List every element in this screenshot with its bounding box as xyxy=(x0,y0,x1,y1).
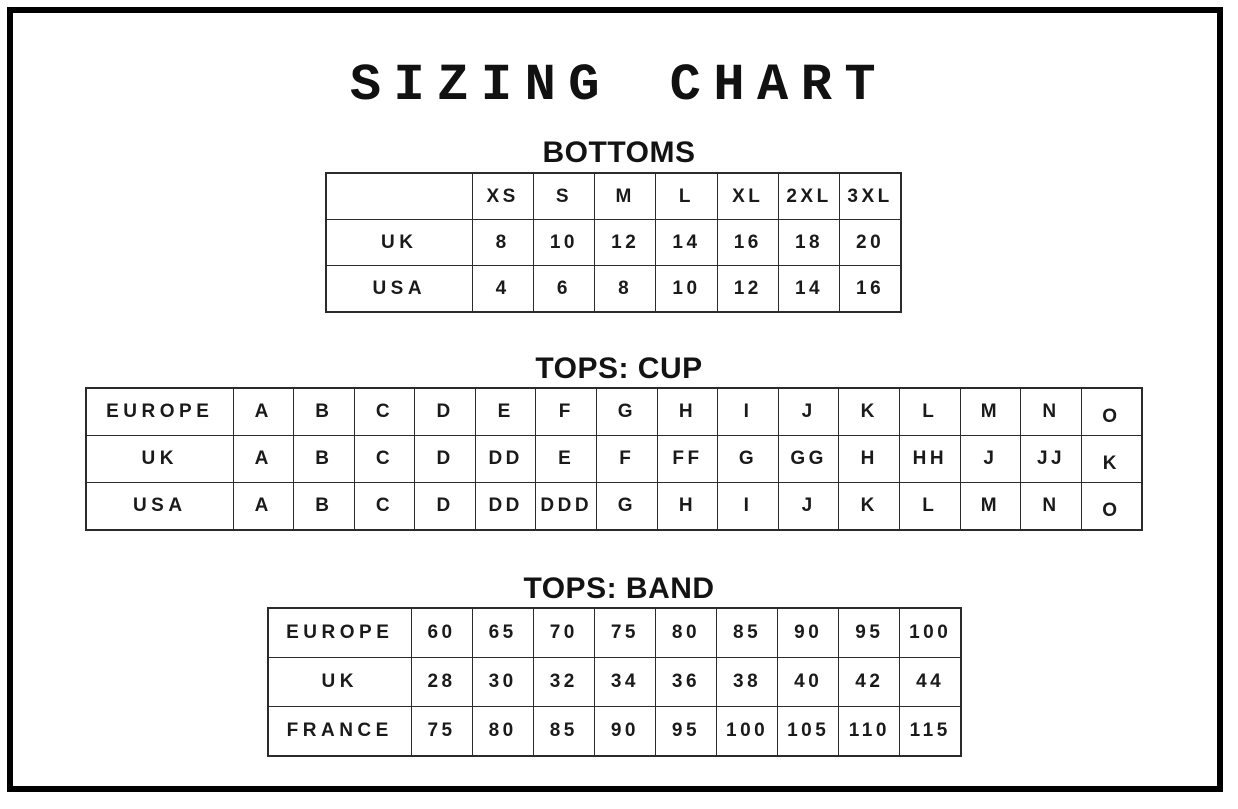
size-value-cell: B xyxy=(294,388,355,436)
size-column-header-s: S xyxy=(533,173,594,220)
size-value-cell: B xyxy=(294,483,355,531)
size-value-cell: 105 xyxy=(778,707,839,757)
size-row-uk xyxy=(86,436,1142,483)
size-value-cell: 28 xyxy=(411,658,472,707)
row-label-usa: USA xyxy=(326,266,472,313)
size-value-cell: B xyxy=(294,436,355,483)
size-value-cell: J xyxy=(778,483,839,531)
size-value-cell: 95 xyxy=(839,608,900,658)
size-value-cell: I xyxy=(718,483,779,531)
size-column-header-2xl: 2XL xyxy=(778,173,839,220)
row-label-uk: UK xyxy=(326,220,472,266)
size-value-cell: C xyxy=(354,436,415,483)
empty-corner-cell xyxy=(326,173,472,220)
size-value-cell: A xyxy=(233,483,294,531)
size-value-cell: 40 xyxy=(778,658,839,707)
page-title: SIZING CHART xyxy=(349,56,889,115)
size-value-cell: M xyxy=(960,388,1021,436)
size-value-cell: 8 xyxy=(472,220,533,266)
size-value-cell: 85 xyxy=(717,608,778,658)
size-value-cell: 44 xyxy=(900,658,961,707)
size-value-cell: FF xyxy=(657,436,718,483)
size-value-cell: O xyxy=(1081,483,1142,531)
row-label-europe: EUROPE xyxy=(86,388,233,436)
size-value-cell: E xyxy=(475,388,536,436)
size-value-cell: 36 xyxy=(655,658,716,707)
row-label-usa: USA xyxy=(86,483,233,531)
size-header-row xyxy=(326,173,901,220)
size-value-cell: J xyxy=(778,388,839,436)
size-value-cell: 95 xyxy=(655,707,716,757)
size-value-cell: M xyxy=(960,483,1021,531)
size-value-cell: 10 xyxy=(533,220,594,266)
size-value-cell: H xyxy=(657,388,718,436)
size-value-cell: A xyxy=(233,388,294,436)
size-row-france xyxy=(268,707,961,757)
size-value-cell: 14 xyxy=(656,220,717,266)
size-value-cell: N xyxy=(1021,388,1082,436)
row-label-uk: UK xyxy=(86,436,233,483)
size-value-cell: 10 xyxy=(656,266,717,313)
size-value-cell: 20 xyxy=(840,220,901,266)
size-value-cell: 14 xyxy=(778,266,839,313)
size-value-cell: F xyxy=(597,436,658,483)
size-row-uk xyxy=(326,220,901,266)
size-value-cell: D xyxy=(415,483,476,531)
size-value-cell: 100 xyxy=(900,608,961,658)
size-value-cell: 42 xyxy=(839,658,900,707)
size-value-cell: 80 xyxy=(472,707,533,757)
size-value-cell: DD xyxy=(475,483,536,531)
size-value-cell: 90 xyxy=(778,608,839,658)
row-label-uk: UK xyxy=(268,658,411,707)
size-value-cell: 100 xyxy=(717,707,778,757)
size-value-cell: N xyxy=(1021,483,1082,531)
tops-band-section-heading: TOPS: BAND xyxy=(523,572,715,605)
size-value-cell: 75 xyxy=(594,608,655,658)
size-value-cell: D xyxy=(415,388,476,436)
size-value-cell: 12 xyxy=(595,220,656,266)
size-row-uk xyxy=(268,658,961,707)
size-value-cell: 90 xyxy=(594,707,655,757)
row-label-europe: EUROPE xyxy=(268,608,411,658)
size-value-cell: 115 xyxy=(900,707,961,757)
size-value-cell: I xyxy=(718,388,779,436)
tops-cup-size-table xyxy=(85,387,1143,531)
size-column-header-xs: XS xyxy=(472,173,533,220)
size-value-cell: JJ xyxy=(1021,436,1082,483)
tops-band-size-table xyxy=(267,607,962,757)
size-value-cell: D xyxy=(415,436,476,483)
size-value-cell: 34 xyxy=(594,658,655,707)
size-value-cell: E xyxy=(536,436,597,483)
size-value-cell: K xyxy=(839,483,900,531)
size-value-cell: 70 xyxy=(533,608,594,658)
size-value-cell: L xyxy=(900,388,961,436)
size-value-cell: G xyxy=(597,388,658,436)
size-value-cell: 110 xyxy=(839,707,900,757)
size-value-cell: 12 xyxy=(717,266,778,313)
bottoms-section-heading: BOTTOMS xyxy=(542,136,696,169)
size-value-cell: L xyxy=(900,483,961,531)
row-label-france: FRANCE xyxy=(268,707,411,757)
size-value-cell: 80 xyxy=(655,608,716,658)
size-value-cell: K xyxy=(1081,436,1142,483)
size-value-cell: H xyxy=(839,436,900,483)
size-value-cell: 60 xyxy=(411,608,472,658)
size-value-cell: 32 xyxy=(533,658,594,707)
size-value-cell: F xyxy=(536,388,597,436)
size-value-cell: J xyxy=(960,436,1021,483)
size-value-cell: 18 xyxy=(778,220,839,266)
size-column-header-xl: XL xyxy=(717,173,778,220)
size-value-cell: 16 xyxy=(840,266,901,313)
size-value-cell: 38 xyxy=(717,658,778,707)
size-column-header-m: M xyxy=(595,173,656,220)
size-value-cell: GG xyxy=(778,436,839,483)
size-value-cell: K xyxy=(839,388,900,436)
size-value-cell: G xyxy=(718,436,779,483)
size-column-header-3xl: 3XL xyxy=(840,173,901,220)
size-value-cell: H xyxy=(657,483,718,531)
size-value-cell: O xyxy=(1081,388,1142,436)
size-column-header-l: L xyxy=(656,173,717,220)
size-value-cell: DD xyxy=(475,436,536,483)
bottoms-size-table xyxy=(325,172,902,313)
size-value-cell: C xyxy=(354,483,415,531)
size-value-cell: G xyxy=(597,483,658,531)
size-value-cell: DDD xyxy=(536,483,597,531)
size-value-cell: 30 xyxy=(472,658,533,707)
size-row-usa xyxy=(326,266,901,313)
size-row-usa xyxy=(86,483,1142,531)
size-value-cell: HH xyxy=(900,436,961,483)
size-row-europe xyxy=(268,608,961,658)
size-value-cell: 4 xyxy=(472,266,533,313)
size-value-cell: 8 xyxy=(595,266,656,313)
size-row-europe xyxy=(86,388,1142,436)
tops-cup-section-heading: TOPS: CUP xyxy=(535,352,703,385)
size-value-cell: C xyxy=(354,388,415,436)
size-value-cell: 65 xyxy=(472,608,533,658)
size-value-cell: A xyxy=(233,436,294,483)
size-value-cell: 85 xyxy=(533,707,594,757)
size-value-cell: 16 xyxy=(717,220,778,266)
size-value-cell: 6 xyxy=(533,266,594,313)
size-value-cell: 75 xyxy=(411,707,472,757)
